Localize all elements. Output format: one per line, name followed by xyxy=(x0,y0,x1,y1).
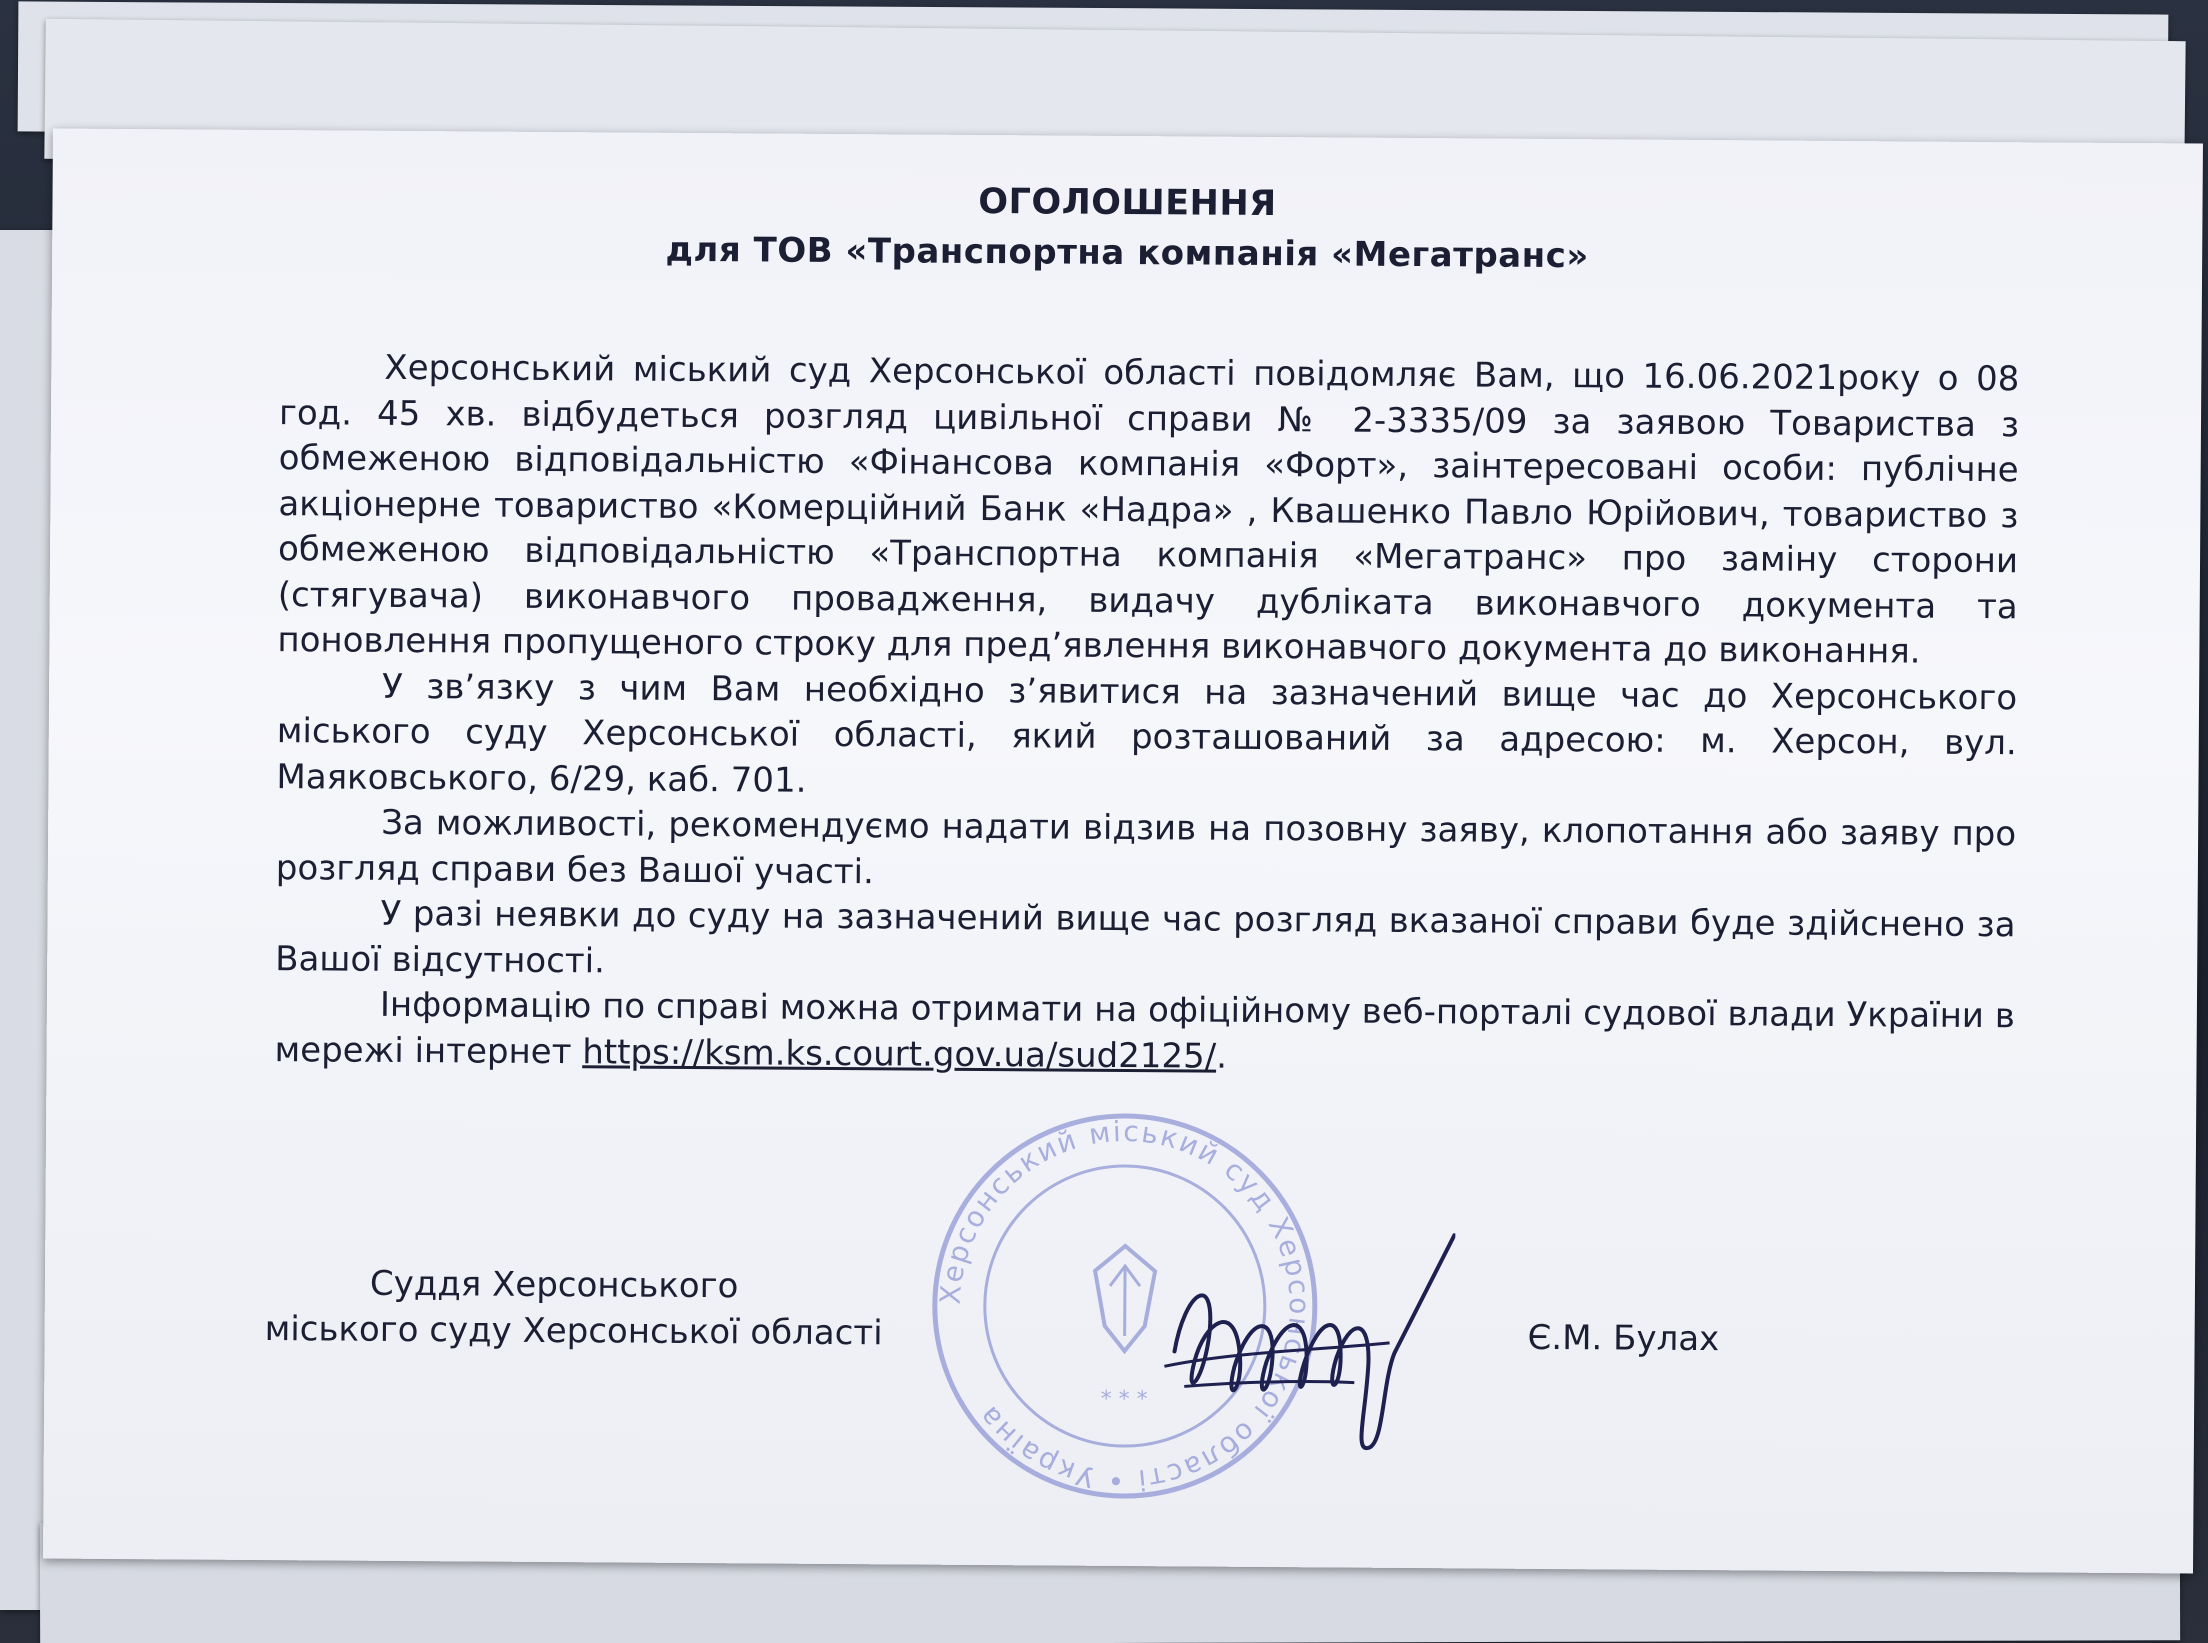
notice-title: ОГОЛОШЕННЯ xyxy=(978,181,1277,225)
judge-position xyxy=(264,1260,883,1356)
paragraph-info xyxy=(274,982,2015,1085)
paragraph-hearing: Херсонський міський суд Херсонської області повідомляє Вам, що 16.06.2021року о 08 год. 45 хв. відбудеться розгляд цивільної справи № 2-3335/09 за заявою Товариства з обмеженою відповідальністю «Фінансова компанія «Форт», заінтересовані особи: публічне акціонерне товариство «Комерційний Банк «Надра» , Квашенко Павло Юрійович, товариство з обмеженою відповідальністю «Транспортна компанія «Мегатранс» про заміну сторони (стягувача) виконавчого провадження, видачу дубліката виконавчого документа та поновлення пропущеного строку для пред’явлення виконавчого документа до виконання. xyxy=(277,347,2020,672)
judge-position-line1: Суддя Херсонського xyxy=(369,1263,739,1307)
info-text: Інформацію по справі можна отримати на офіційному веб-порталі судової влади України в мережі інтернет xyxy=(274,984,2016,1072)
info-period: . xyxy=(1216,1036,1228,1077)
notice-page xyxy=(43,129,2203,1574)
paragraph-absence: У разі неявки до суду на зазначений вище час розгляд вказаної справи буде здійснено за Вашої відсутності. xyxy=(275,893,2016,981)
notice-body xyxy=(274,345,2019,1085)
paragraph-appearance: У зв’язку з чим Вам необхідно з’явитися на зазначений вище час до Херсонського міського суду Херсонської області, який розташований за адресою: м. Херсон, вул. Маяковського, 6/29, каб. 701. xyxy=(276,666,2018,801)
judge-signature xyxy=(1154,1231,1456,1473)
stamp-ring-text: Херсонський міський суд Херсонської області • Україна xyxy=(933,1114,1316,1498)
paragraph-recommendation: За можливості, рекомендуємо надати відзив на позовну заяву, клопотання або заяву про розгляд справи без Вашої участі. xyxy=(275,802,2017,892)
court-portal-link[interactable]: https://ksm.ks.court.gov.ua/sud2125/ xyxy=(582,1031,1217,1077)
judge-position-line2: міського суду Херсонської області xyxy=(264,1309,883,1354)
judge-name: Є.М. Булах xyxy=(1527,1317,1720,1360)
svg-text:* * *: * * * xyxy=(1100,1386,1148,1413)
notice-subtitle: для ТОВ «Транспортна компанія «Мегатранс» xyxy=(665,229,1589,277)
notice-heading xyxy=(52,171,2203,286)
